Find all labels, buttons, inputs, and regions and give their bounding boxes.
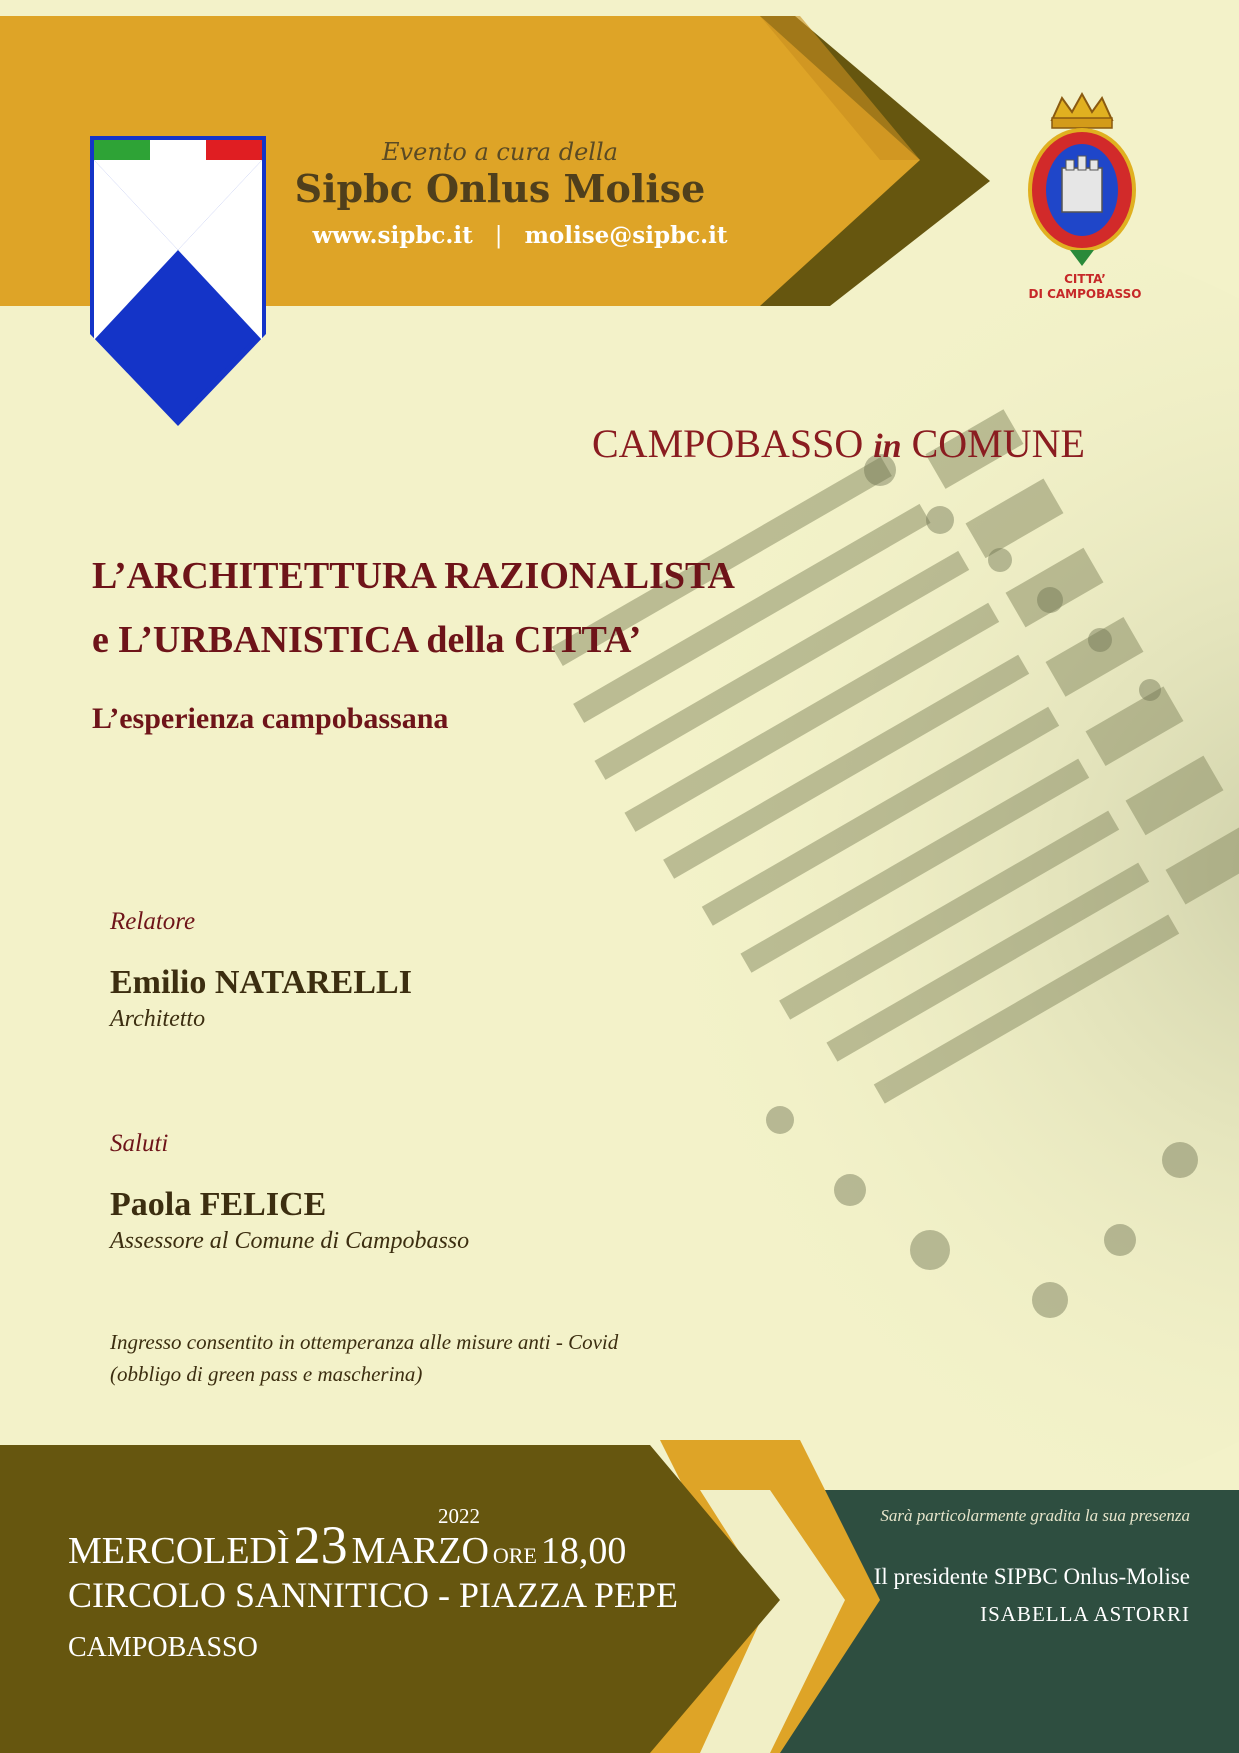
website-link[interactable]: www.sipbc.it (312, 222, 473, 249)
sipbc-shield-logo (88, 134, 268, 430)
invitation-note: Sarà particolarmente gradita la sua presenza (880, 1506, 1190, 1525)
campobasso-coat-of-arms (1022, 90, 1142, 270)
covid-notice: Ingresso consentito in ottemperanza alle misure anti - Covid (obbligo di green pass e mascherina) (110, 1330, 619, 1386)
organizer-intro: Evento a cura della (382, 138, 618, 166)
email-link[interactable]: molise@sipbc.it (524, 222, 728, 249)
contacts (300, 222, 740, 249)
event-title-line2: e L’URBANISTICA della CITTA’ (92, 619, 642, 661)
event-subtitle: L’esperienza campobassana (92, 702, 449, 735)
event-title-line1: L’ARCHITETTURA RAZIONALISTA (92, 555, 735, 597)
city-caption: CITTA’ DI CAMPOBASSO (1028, 272, 1142, 301)
series-title: CAMPOBASSO in COMUNE (592, 421, 1085, 466)
event-date: MERCOLEDÌ 23 MARZO ORE 18,00 (68, 1515, 627, 1575)
speaker-role: Relatore (110, 908, 196, 935)
president-name: ISABELLA ASTORRI (980, 1602, 1190, 1626)
greetings-role: Saluti (110, 1130, 169, 1157)
event-venue: CIRCOLO SANNITICO - PIAZZA PEPE (68, 1575, 679, 1615)
president-role: Il presidente SIPBC Onlus-Molise (873, 1564, 1190, 1589)
greetings-name: Paola FELICE (110, 1186, 327, 1223)
greetings-title: Assessore al Comune di Campobasso (110, 1228, 470, 1254)
speaker-name: Emilio NATARELLI (110, 964, 412, 1001)
event-year: 2022 (438, 1504, 480, 1528)
event-city: CAMPOBASSO (68, 1632, 258, 1663)
speaker-title: Architetto (110, 1006, 206, 1032)
separator: | (494, 223, 503, 249)
organizer-name: Sipbc Onlus Molise (294, 166, 706, 211)
